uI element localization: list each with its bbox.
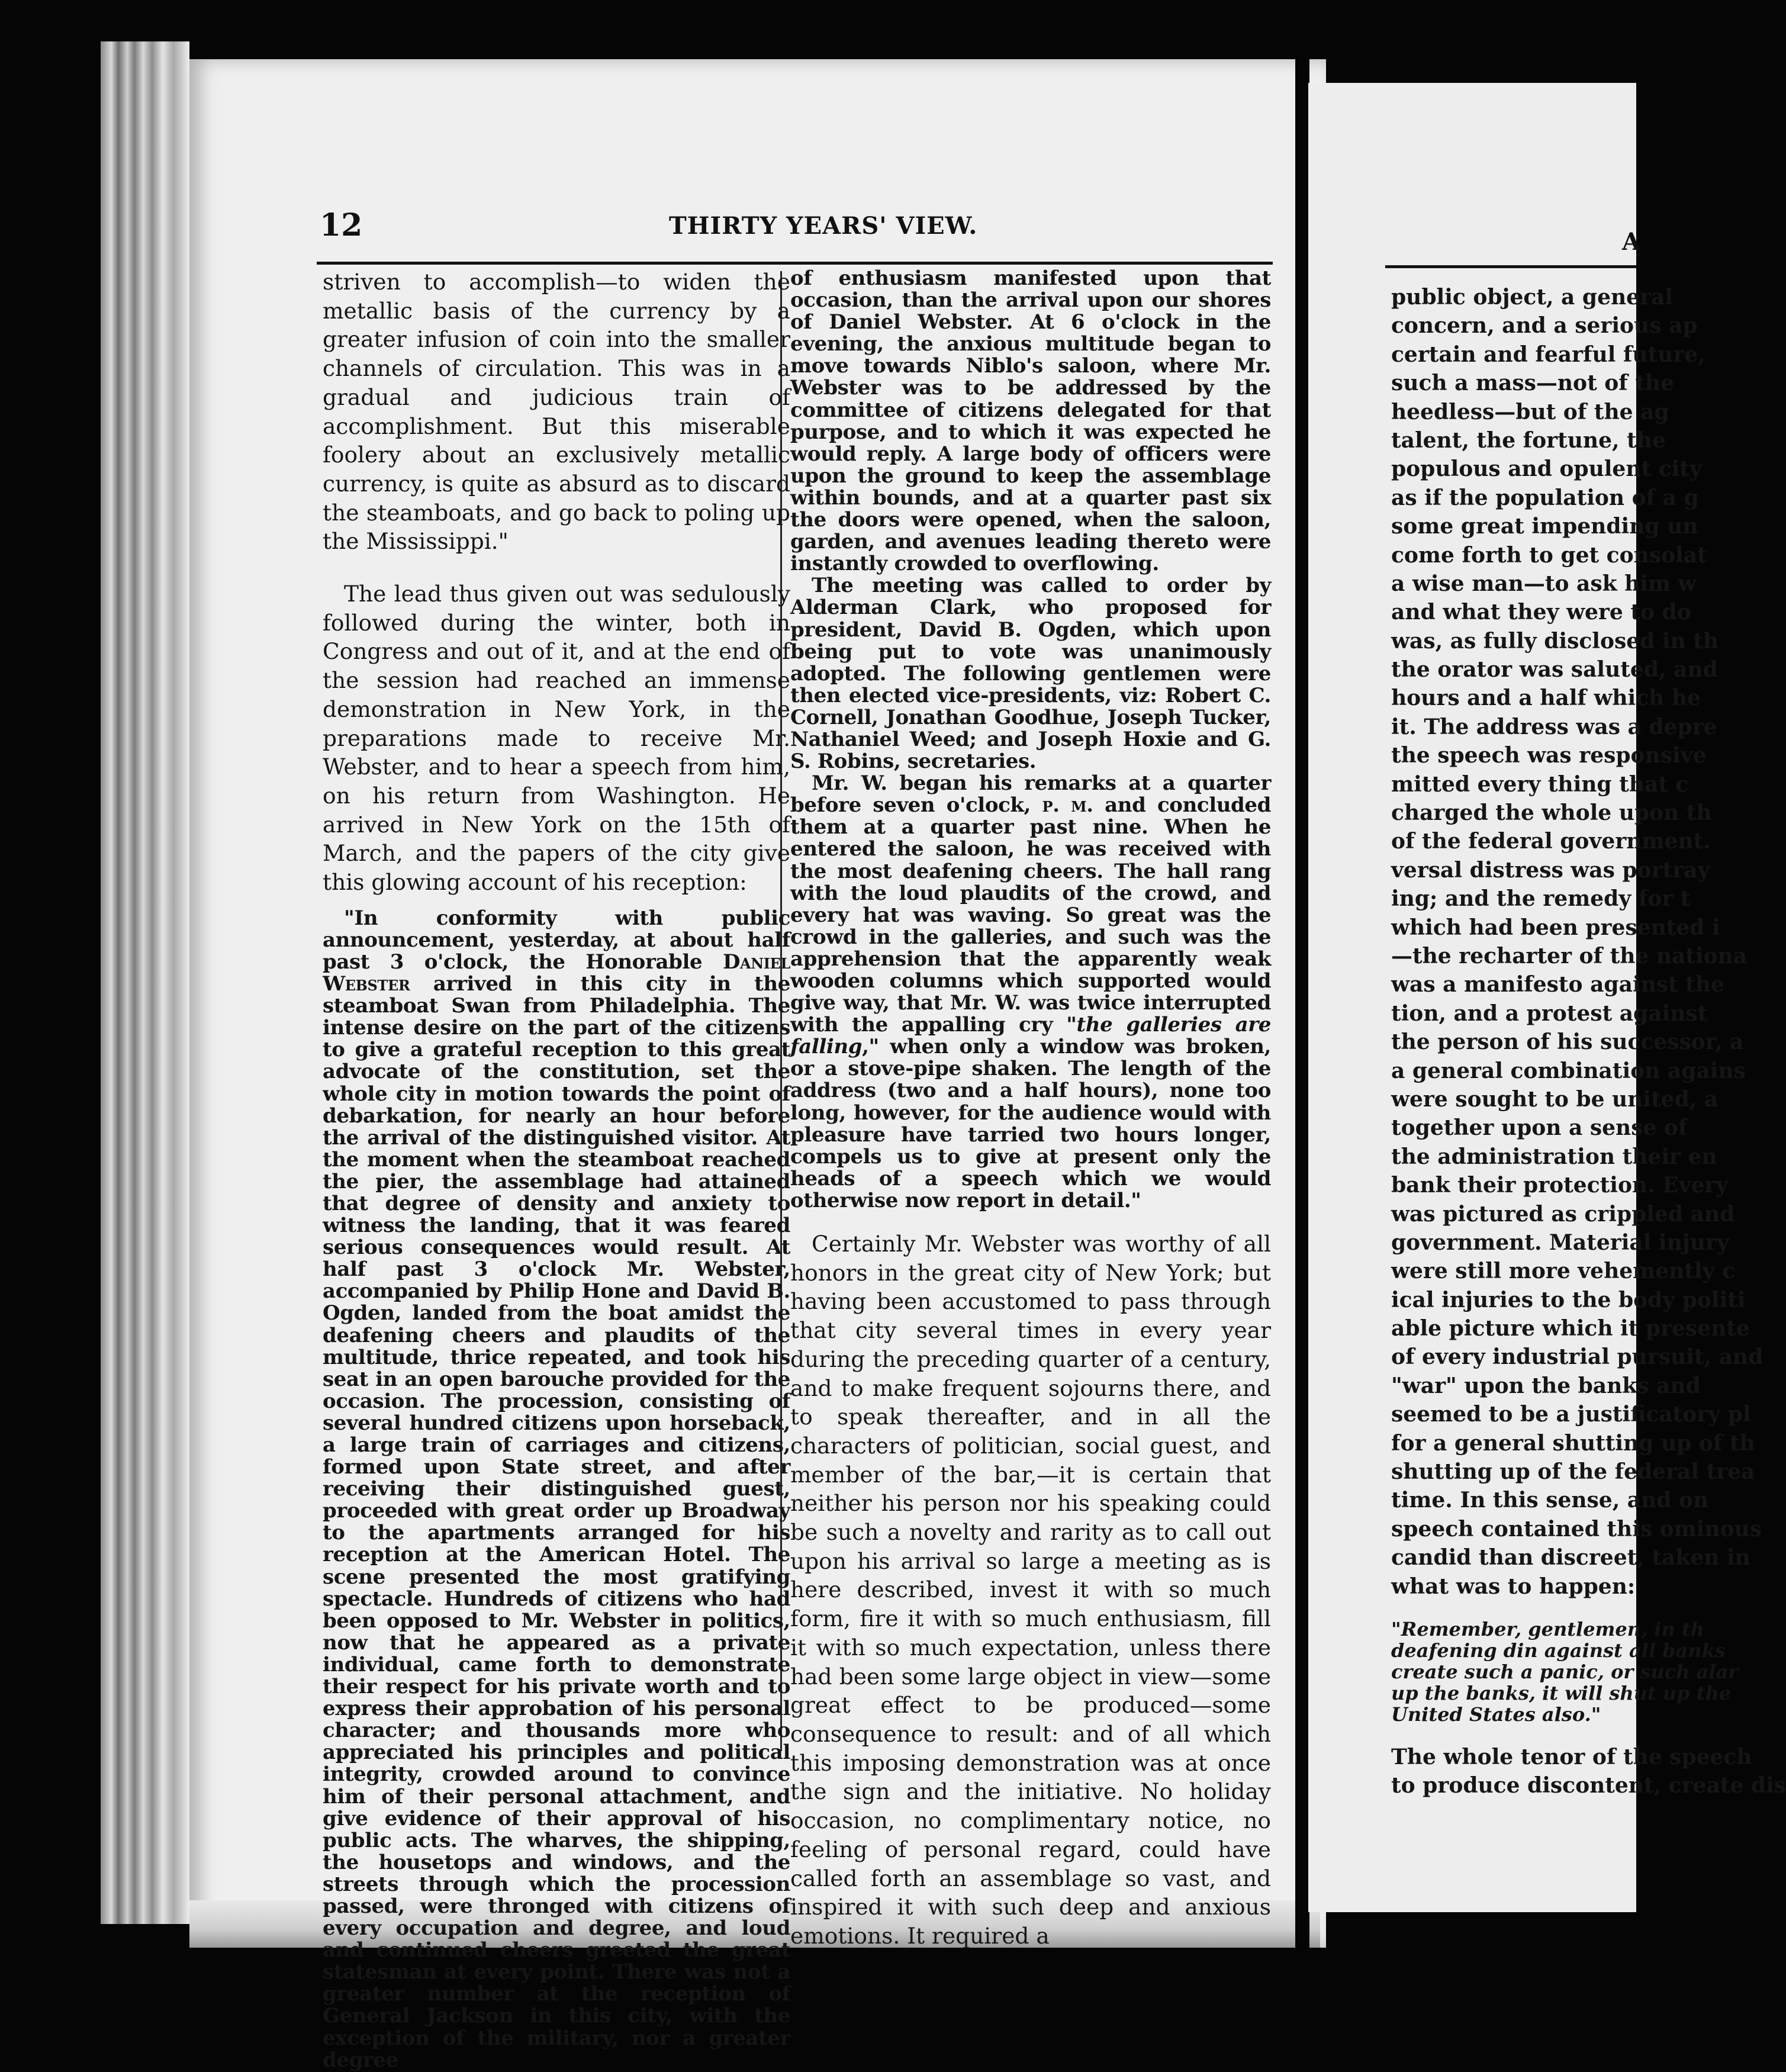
right-column-line: populous and opulent city (1391, 456, 1702, 482)
right-column-line: bank their protection. Every (1391, 1173, 1729, 1198)
right-column-line: to produce discontent, create dis (1391, 1773, 1786, 1798)
page-number: 12 (320, 207, 363, 243)
right-column-line: ical injuries to the body politi (1391, 1287, 1746, 1312)
quote-cry: the galleries are falling (790, 1013, 1271, 1059)
right-column-quote-line: deafening din against all banks (1391, 1639, 1726, 1662)
right-column-line: hours and a half which he (1391, 686, 1701, 711)
right-column-line: heedless—but of the ag (1391, 399, 1669, 424)
right-column-line: and what they were to do (1391, 600, 1691, 625)
right-column-line: a general combination agains (1391, 1058, 1746, 1083)
right-column-line: versal distress was portray (1391, 857, 1710, 883)
right-column-quote-line: "Remember, gentlemen, in th (1391, 1617, 1704, 1640)
right-column-line: "war" upon the banks and (1391, 1373, 1701, 1398)
quote-meeting: The meeting was called to order by Alderman Clark, who proposed for president, David B. Ogden, which upon being put to vote was unanimously adopted. The following gentlemen were then elected vice-presidents, viz: Robert C. Cornell, Jonathan Goodhue, Joseph Tucker, Nathaniel Weed; and Joseph Hoxie and G. S. Robins, secretaries. (790, 574, 1271, 774)
quote-remarks (790, 773, 1271, 1212)
right-column-quote-line: up the banks, it will shut up the (1391, 1681, 1732, 1704)
right-column-line: were still more vehemently c (1391, 1259, 1736, 1284)
right-column-line: the speech was responsive (1391, 743, 1707, 768)
right-column-line: concern, and a serious ap (1391, 313, 1698, 339)
right-column-line: able picture which it presente (1391, 1316, 1750, 1341)
right-column-line: were sought to be united, a (1391, 1086, 1719, 1112)
right-column-line: the orator was saluted, and (1391, 657, 1718, 683)
quote-text: ," when only a window was broken, or a stove-pipe shaken. The length of the address (two and a half hours), none too long, however, for the audience would with pleasure have tarried two hours longer, compels us to give at present only the heads of a speech which we would otherwise now report in detail." (790, 1035, 1271, 1212)
right-column-line: together upon a sense of (1391, 1115, 1688, 1141)
quote-pm: p. m. (1042, 793, 1093, 818)
right-column-line: it. The address was a depre (1391, 714, 1717, 739)
right-column-line: government. Material injury (1391, 1230, 1729, 1255)
right-running-head: A (1622, 228, 1641, 256)
right-column-line: certain and fearful future, (1391, 342, 1705, 367)
right-column-line: of every industrial pursuit, and (1391, 1344, 1764, 1370)
paragraph-webster: Certainly Mr. Webster was worthy of all honors in the great city of New York; but having been accustomed to pass through that city several times in every year during the preceding quarter of a century, and to make frequent sojourns there, and to speak thereafter, and in all the characters of politician, social guest, and member of the bar,—it is certain that neither his person nor his speaking could be such a novelty and rarity as to call out upon his arrival so large a meeting as is here described, invest it with so much form, fire it with so much enthusiasm, fill it with so much expectation, unless there had been some large object in view—some great effect to be produced—some consequence to result: and of all which this imposing demonstration was at once the sign and the initiative. No holiday occasion, no complimentary notice, no feeling of personal regard, could have called forth an assemblage so vast, and inspired it with such deep and anxious emotions. It required a (790, 1231, 1271, 1949)
book-spine-edge (101, 41, 189, 1924)
right-column-line: which had been presented i (1391, 915, 1720, 940)
right-column-line: speech contained this ominous (1391, 1516, 1762, 1542)
page-gutter (1295, 59, 1309, 1948)
paragraph-lead: The lead thus given out was sedulously followed during the winter, both in Congress and out of it, and at the end of the session had reached an immense demonstration in New York, in the preparations made to receive Mr. Webster, and to hear a speech from him, on his return from Washington. He arrived in New York on the 15th of March, and the papers of the city give this glowing account of his reception: (323, 581, 790, 896)
right-column-line: —the recharter of the nationa (1391, 943, 1748, 969)
quote-continuation: of enthusiasm manifested upon that occasion, than the arrival upon our shores of Daniel Webster. At 6 o'clock in the evening, the anxious multitude began to move towards Niblo's saloon, where Mr. Webster was to be addressed by the committee of citizens delegated for that purpose, and to which it was expected he would reply. A large body of officers were upon the ground to keep the assemblage within bounds, and at a quarter past six the doors were opened, when the saloon, garden, and avenues leading thereto were instantly crowded to overflowing. (790, 266, 1271, 576)
right-column-line: for a general shutting up of th (1391, 1430, 1755, 1456)
right-column-line: what was to happen: (1391, 1574, 1636, 1599)
quote-text: "In conformity with public announcement, yesterday, at about half past 3 o'clock, the Honorable (323, 906, 790, 974)
left-column (323, 268, 790, 2071)
right-column-quote-line: create such a panic, or such alar (1391, 1660, 1739, 1683)
right-column-line: seemed to be a justificatory pl (1391, 1402, 1751, 1427)
quote-text: and concluded them at a quarter past nine. When he entered the saloon, he was received with the most deafening cheers. The hall rang with the loud plaudits of the crowd, and every hat was waving. So great was the crowd in the galleries, and such was the apprehension that the apparently weak wooden columns which supported would give way, that Mr. W. was twice interrupted with the appalling cry " (790, 793, 1272, 1037)
quote-text: arrived in this city in the steamboat Swan from Philadelphia. The intense desire on the part of the citizens to give a grateful reception to this great advocate of the constitution, set the whole city in motion towards the point of debarkation, for nearly an hour before the arrival of the distinguished visitor. At the moment when the steamboat reached the pier, the assemblage had attained that degree of density and anxiety to witness the landing, that it was feared serious consequences would result. At half past 3 o'clock Mr. Webster, accompanied by Philip Hone and David B. Ogden, landed from the boat amidst the deafening cheers and plaudits of the multitude, thrice repeated, and took his seat in an open barouche provided for the occasion. The procession, consisting of several hundred citizens upon horseback, a large train of carriages and citizens, formed upon State street, and after receiving their distinguished guest, proceeded with great order up Broadway to the apartments arranged for his reception at the American Hotel. The scene presented the most gratifying spectacle. Hundreds of citizens who had been opposed to Mr. Webster in politics, now that he appeared as a private individual, came forth to demonstrate their respect for his private worth and to express their approbation of his personal character; and thousands more who appreciated his principles and political integrity, crowded around to convince him of their personal attachment, and give evidence of their approval of his public acts. The wharves, the shipping, the housetops and windows, and the streets through which the procession passed, were thronged with citizens of every occupation and degree, and loud and continued cheers greeted the great statesman at every point. There was not a greater number at the reception of General Jackson in this city, with the exception of the military, nor a greater degree (323, 972, 790, 2072)
right-column-line: of the federal government. (1391, 829, 1711, 854)
right-column (1391, 283, 1786, 1800)
right-column-quote-line: United States also." (1391, 1703, 1601, 1726)
right-column-line: some great impending un (1391, 514, 1698, 539)
right-column-line: come forth to get consolat (1391, 542, 1707, 568)
quote-name: Daniel Webster (323, 950, 790, 996)
right-column-line: mitted every thing that c (1391, 771, 1689, 797)
right-column-line: tion, and a protest against (1391, 1000, 1708, 1026)
quote-text: Mr. W. began his remarks at a quarter before seven o'clock, (790, 771, 1271, 818)
right-column-line: candid than discreet, taken in (1391, 1545, 1750, 1571)
paragraph-continuation: striven to accomplish—to widen the metallic basis of the currency by a greater infusion of coin into the smaller channels of circulation. This was in a gradual and judicious train of accomplishment. But this miserable foolery about an exclusively metallic currency, is quite as absurd as to discard the steamboats, and go back to poling up the Mississippi." (323, 269, 790, 555)
middle-column (790, 268, 1271, 1951)
right-column-line: was, as fully disclosed in th (1391, 628, 1719, 654)
right-column-line: public object, a general (1391, 285, 1674, 310)
header-rule (317, 262, 1273, 265)
right-column-line: talent, the fortune, the (1391, 427, 1666, 453)
right-column-line: was pictured as crippled and (1391, 1201, 1735, 1227)
right-column-line: shutting up of the federal trea (1391, 1459, 1755, 1485)
right-column-line: was a manifesto against the (1391, 972, 1724, 998)
right-column-line: a wise man—to ask him w (1391, 571, 1697, 596)
right-column-line: the person of his successor, a (1391, 1029, 1744, 1055)
quote-reception (323, 908, 790, 2071)
right-header-rule (1385, 265, 1636, 268)
right-column-line: ing; and the remedy for t (1391, 886, 1691, 912)
running-head: THIRTY YEARS' VIEW. (669, 212, 978, 240)
right-column-line: time. In this sense, and on (1391, 1488, 1709, 1513)
right-column-line: as if the population of a g (1391, 485, 1699, 510)
right-column-line: The whole tenor of the speech (1391, 1744, 1752, 1769)
right-column-line: charged the whole upon th (1391, 800, 1712, 826)
right-column-line: the administration their en (1391, 1144, 1717, 1169)
right-column-line: such a mass—not of the (1391, 371, 1674, 396)
